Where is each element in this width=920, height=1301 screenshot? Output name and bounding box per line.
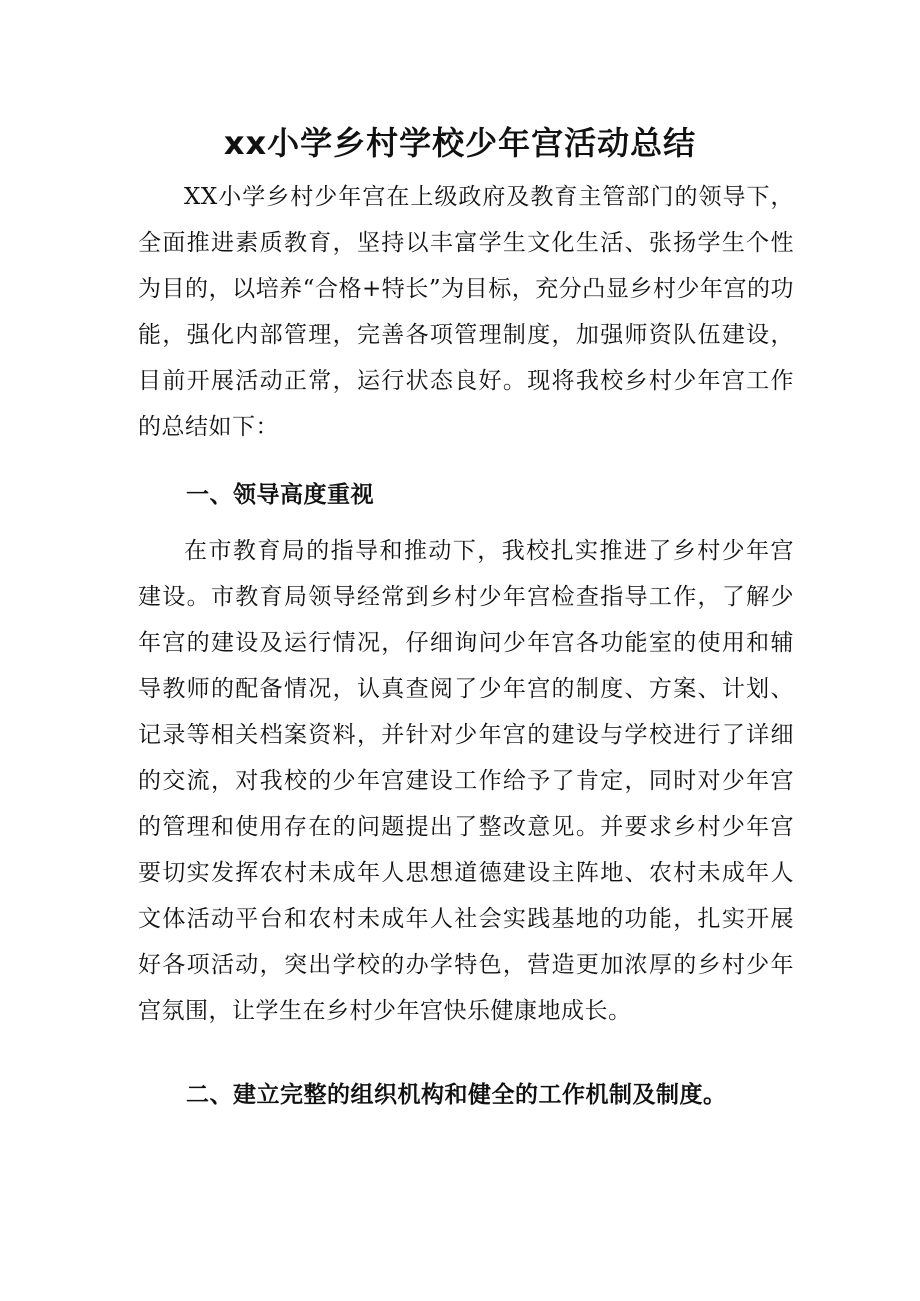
section-heading-2: 二、建立完整的组织机构和健全的工作机制及制度。 <box>186 1082 727 1108</box>
document-title: xx小学乡村学校少年宫活动总结 <box>223 124 697 162</box>
section-heading-1: 一、领导高度重视 <box>186 482 374 508</box>
intro-paragraph: XX小学乡村少年宫在上级政府及教育主管部门的领导下，全面推进素质教育，坚持以丰富学生文化生活、张扬学生个性为目的，以培养“合格+特长”为目标，充分凸显乡村少年宫的功能，强化内部管理，完善各项管理制度，加强师资队伍建设，目前开展活动正常，运行状态良好。现将我校乡村少年宫工作的总结如下： <box>138 184 794 440</box>
section-paragraph-1: 在市教育局的指导和推动下，我校扎实推进了乡村少年宫建设。市教育局领导经常到乡村少年宫检查指导工作，了解少年宫的建设及运行情况，仔细询问少年宫各功能室的使用和辅导教师的配备情况，认真查阅了少年宫的制度、方案、计划、记录等相关档案资料，并针对少年宫的建设与学校进行了详细的交流，对我校的少年宫建设工作给予了肯定，同时对少年宫的管理和使用存在的问题提出了整改意见。并要求乡村少年宫要切实发挥农村未成年人思想道德建设主阵地、农村未成年人文体活动平台和农村未成年人社会实践基地的功能，扎实开展好各项活动，突出学校的办学特色，营造更加浓厚的乡村少年宫氛围，让学生在乡村少年宫快乐健康地成长。 <box>138 538 794 1024</box>
